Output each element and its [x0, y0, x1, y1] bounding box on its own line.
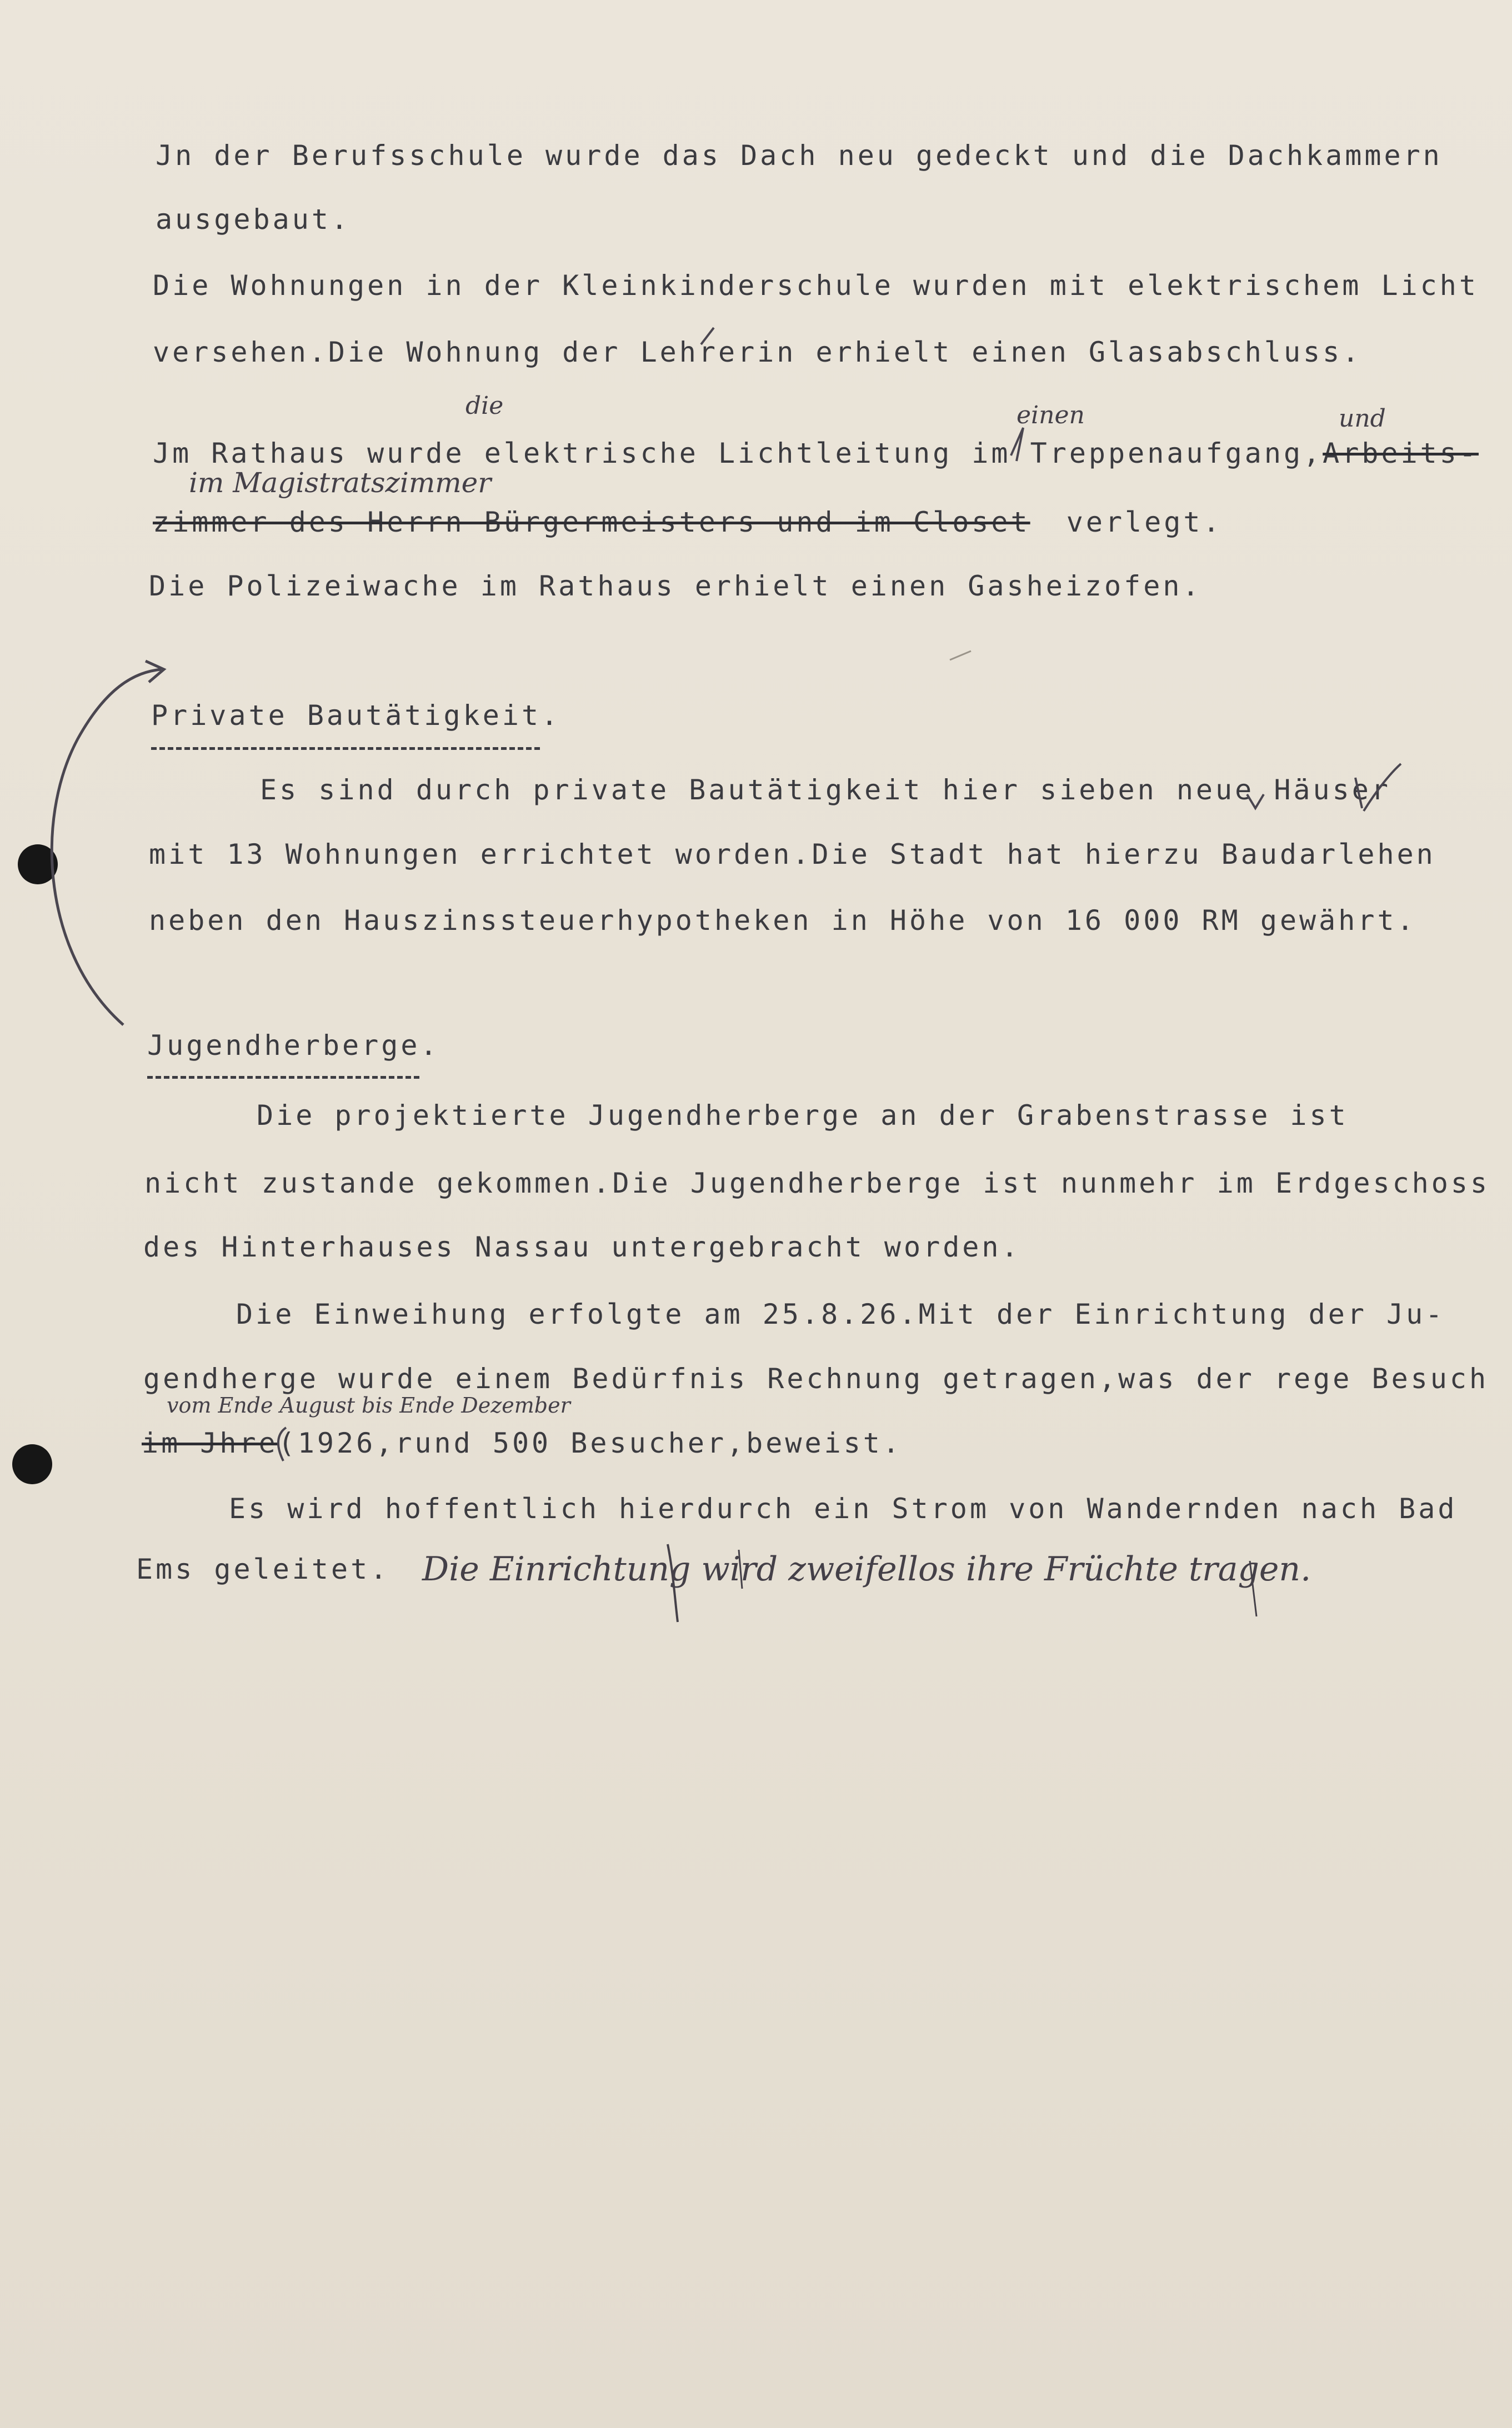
insertion-mark [1355, 778, 1362, 808]
handwritten-insert: im Magistratszimmer [189, 467, 492, 499]
text-line: Die Einweihung erfolgte am 25.8.26.Mit der Einrichtung der Ju- [236, 1298, 1445, 1330]
struck-text: Arbeits- [1323, 437, 1479, 469]
pencil-tick [950, 651, 971, 660]
text-line: gendherge wurde einem Bedürfnis Rechnung getragen,was der rege Besuch [143, 1363, 1489, 1395]
text-line: versehen.Die Wohnung der Lehrerin erhielt einen Glasabschluss. [153, 336, 1362, 368]
text-line: Die Wohnungen in der Kleinkinderschule wurden mit elektrischem Licht [153, 269, 1479, 302]
text-line: des Hinterhauses Nassau untergebracht worden. [143, 1231, 1021, 1263]
text-line: Ems geleitet. [136, 1553, 390, 1585]
text-segment: Jm Rathaus wurde elektrische Lichtleitung im Treppenaufgang, [153, 437, 1323, 469]
text-line: neben den Hauszinssteuerhypotheken in Höhe von 16 000 RM gewährt. [149, 904, 1416, 937]
text-segment: (1926,rund 500 Besucher,beweist. [278, 1427, 902, 1459]
text-line: Jn der Berufsschule wurde das Dach neu gedeckt und die Dachkammern [156, 139, 1443, 172]
handwritten-addition: Die Einrichtung wird zweifellos ihre Früchte tragen. [422, 1550, 1311, 1589]
struck-text: im Jhre [142, 1427, 278, 1459]
handwritten-insert: und [1339, 404, 1386, 433]
handwritten-insert: vom Ende August bis Ende Dezember [167, 1393, 570, 1418]
text-line: ausgebaut. [156, 203, 351, 236]
correction-mark [701, 328, 714, 344]
insertion-caret [1247, 794, 1264, 808]
text-line: nicht zustande gekommen.Die Jugendherberge ist nunmehr im Erdgeschoss [144, 1167, 1490, 1199]
text-line: mit 13 Wohnungen errichtet worden.Die Stadt hat hierzu Baudarlehen [149, 838, 1436, 870]
handwritten-insert: einen [1017, 401, 1085, 429]
text-segment: verlegt. [1066, 506, 1223, 538]
text-line: Die Polizeiwache im Rathaus erhielt einen Gasheizofen. [149, 570, 1202, 602]
insertion-caret [278, 1428, 286, 1461]
struck-text: zimmer des Herrn Bürgermeisters und im Closet [153, 506, 1030, 538]
insertion-caret [1011, 428, 1023, 461]
descender-stroke [739, 1550, 742, 1589]
section-heading: Private Bautätigkeit. [151, 699, 561, 732]
handwritten-insert: die [465, 392, 504, 420]
insertion-mark [1364, 764, 1401, 811]
text-line: Es wird hoffentlich hierdurch ein Strom von Wandernden nach Bad [229, 1493, 1458, 1525]
descender-stroke [668, 1544, 678, 1622]
descender-stroke [1250, 1561, 1256, 1616]
text-line: Es sind durch private Bautätigkeit hier sieben neue Häuser [260, 774, 1391, 806]
section-heading: Jugendherberge. [147, 1029, 440, 1062]
text-line: Die projektierte Jugendherberge an der Grabenstrasse ist [257, 1099, 1349, 1132]
move-arrow-curve [52, 669, 161, 1025]
